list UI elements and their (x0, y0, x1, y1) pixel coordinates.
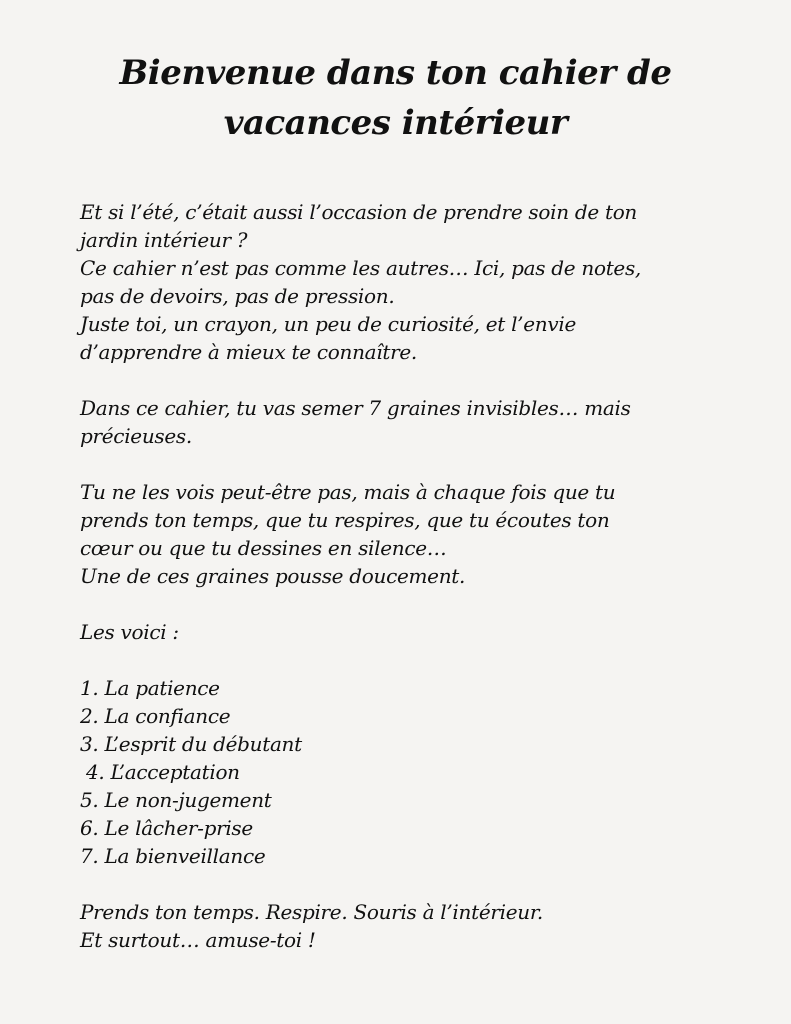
page-title (0, 48, 791, 148)
seeds-intro-line: Dans ce cahier, tu vas semer 7 graines invisibles… mais (80, 396, 631, 420)
document-body (80, 198, 720, 954)
closing-paragraph (80, 898, 720, 954)
intro-line: Ce cahier n’est pas comme les autres… Ici, pas de notes, (80, 256, 641, 280)
list-item: 2. La confiance (80, 704, 231, 728)
list-item: 1. La patience (80, 676, 220, 700)
intro-line: pas de devoirs, pas de pression. (80, 284, 395, 308)
list-heading: Les voici : (80, 620, 179, 644)
title-line-1: Bienvenue dans ton cahier de (119, 53, 672, 93)
paragraph-spacer (80, 590, 720, 618)
growth-line: Une de ces graines pousse doucement. (80, 564, 466, 588)
intro-line: d’apprendre à mieux te connaître. (80, 340, 417, 364)
paragraph-spacer (80, 366, 720, 394)
growth-line: prends ton temps, que tu respires, que tu écoutes ton (80, 508, 610, 532)
seeds-list (80, 674, 720, 870)
intro-line: jardin intérieur ? (80, 228, 248, 252)
title-line-2: vacances intérieur (223, 103, 568, 143)
intro-paragraph (80, 198, 720, 366)
list-item: 5. Le non-jugement (80, 788, 272, 812)
intro-line: Juste toi, un crayon, un peu de curiosité, et l’envie (80, 312, 576, 336)
paragraph-spacer (80, 870, 720, 898)
growth-line: cœur ou que tu dessines en silence… (80, 536, 447, 560)
list-item: 3. L’esprit du débutant (80, 732, 302, 756)
list-item: 4. L’acceptation (86, 760, 240, 784)
intro-line: Et si l’été, c’était aussi l’occasion de prendre soin de ton (80, 200, 638, 224)
paragraph-spacer (80, 646, 720, 674)
growth-paragraph (80, 478, 720, 590)
seeds-intro-line: précieuses. (80, 424, 192, 448)
list-item: 6. Le lâcher-prise (80, 816, 253, 840)
closing-line: Prends ton temps. Respire. Souris à l’intérieur. (80, 900, 543, 924)
seeds-intro-paragraph (80, 394, 720, 450)
paragraph-spacer (80, 450, 720, 478)
growth-line: Tu ne les vois peut-être pas, mais à chaque fois que tu (80, 480, 616, 504)
closing-line: Et surtout… amuse-toi ! (80, 928, 316, 952)
list-item: 7. La bienveillance (80, 844, 266, 868)
